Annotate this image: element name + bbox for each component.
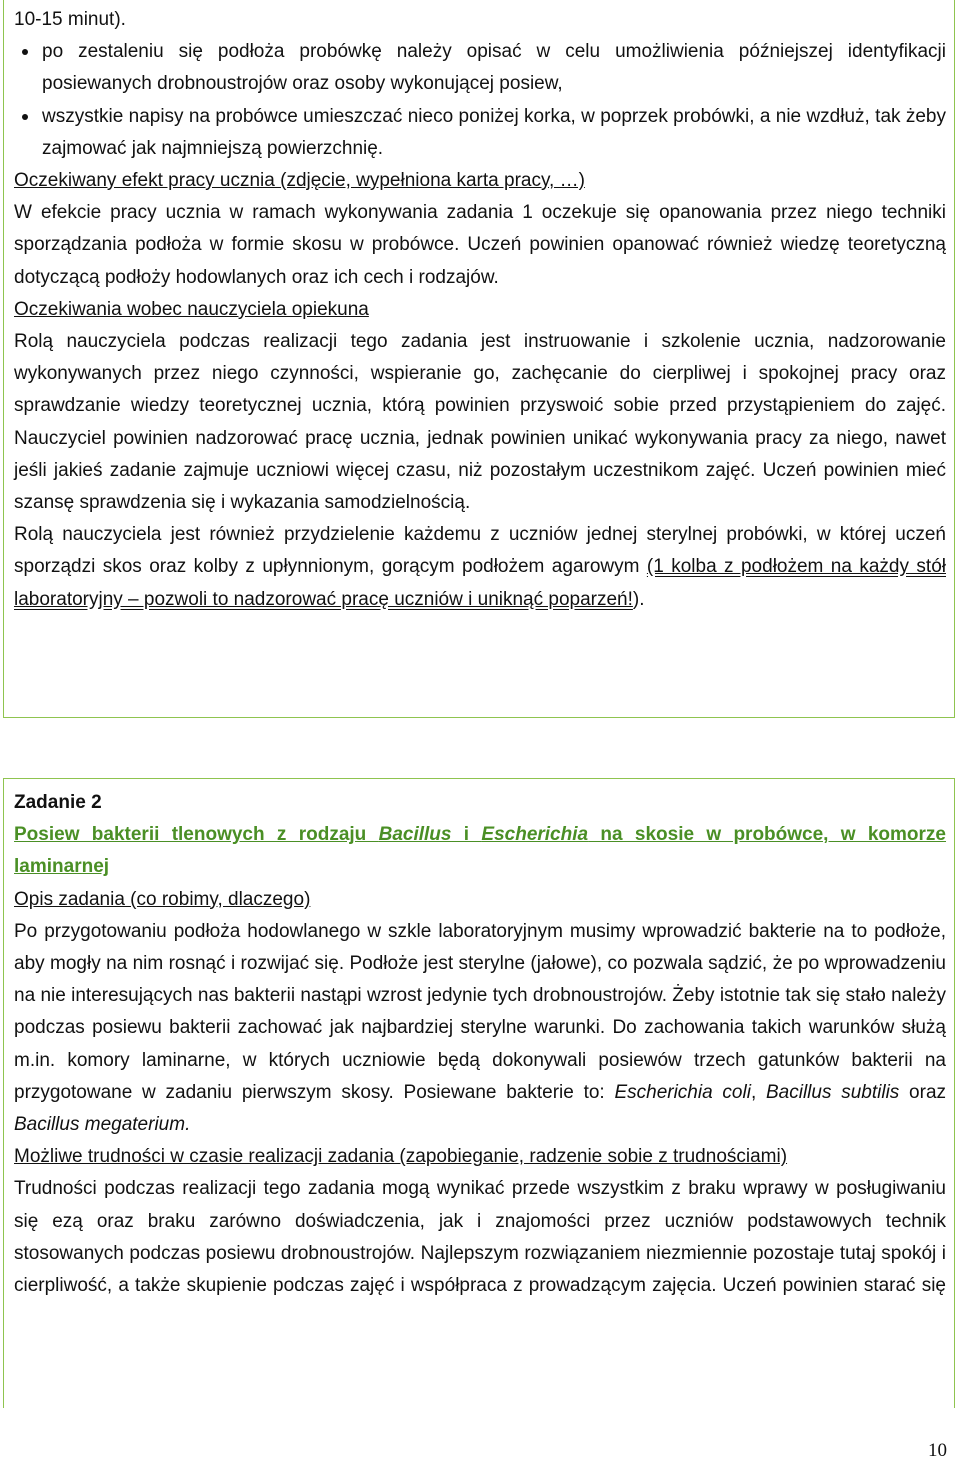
- list-item: wszystkie napisy na probówce umieszczać nieco poniżej korka, w poprzek probówki, a nie wzdłuż, tak żeby zajmować jak najmniejszą powierzchnię.: [42, 101, 946, 165]
- difficulties-heading: Możliwe trudności w czasie realizacji zadania (zapobieganie, radzenie sobie z trudnościami): [14, 1146, 788, 1168]
- page-number: 10: [928, 1440, 947, 1461]
- teacher-heading: Oczekiwania wobec nauczyciela opiekuna: [14, 298, 369, 320]
- bullet-list: [14, 36, 946, 165]
- desc-text: Po przygotowaniu podłoża hodowlanego w szkle laboratoryjnym musimy wprowadzić bakterie na to podłoże, aby mogły na nim rosnąć i rozwijać się. Podłoże jest sterylne (jałowe), co pozwala sądzić, że po wprowadzeniu na nie interesujących nas bakterii nastąpi wzrost jedynie tych drobnoustrojów. Żeby istotnie tak się stało należy podczas posiewu bakterii zachować jak najbardziej sterylne warunki. Do zachowania takich warunków służą m.in. komory laminarne, w których uczniowie będą dokonywali posiewów trzech gatunków bakterii na przygotowane w zadaniu pierwszym skosy. Posiewane bakterie to:: [14, 920, 946, 1103]
- intro-line: 10-15 minut).: [14, 9, 126, 30]
- section-frame-2: [3, 778, 955, 1408]
- teacher-note: (1 kolba z podłożem na każdy stół laboratoryjny – pozwoli to nadzorować pracę uczniów i uniknąć poparzeń!: [14, 556, 946, 610]
- desc-heading: Opis zadania (co robimy, dlaczego): [14, 888, 311, 910]
- task-title-part1: Posiew bakterii tlenowych z rodzaju: [14, 824, 379, 846]
- difficulties-paragraph: Trudności podczas realizacji tego zadania mogą wynikać przede wszystkim z braku wprawy w posługiwaniu się ezą oraz braku zarówno doświadczenia, jak i znajomości przez uczniów podstawowych technik stosowanych podczas posiewu drobnoustrojów. Najlepszym rozwiązaniem niezmiennie pozostaje tutaj spokój i cierpliwość, a także skupienie podczas zajęć i współpraca z prowadzącym zajęcia. Uczeń powinien starać się: [14, 1178, 946, 1297]
- task-title: [14, 819, 946, 883]
- separator: oraz: [899, 1081, 947, 1103]
- task-title-bacillus: Bacillus: [378, 824, 452, 846]
- task-label: Zadanie 2: [14, 792, 102, 813]
- effect-paragraph: W efekcie pracy ucznia w ramach wykonywania zadania 1 oczekuje się opanowania przez niego techniki sporządzania podłoża w formie skosu w probówce. Uczeń powinien opanować również wiedzę teoretyczną dotyczącą podłoży hodowlanych oraz ich cech i rodzajów.: [14, 202, 946, 288]
- species-2: Bacillus subtilis: [765, 1081, 900, 1103]
- section-frame-1: [3, 0, 955, 718]
- separator: ,: [750, 1081, 766, 1103]
- task-title-and: i: [451, 824, 482, 846]
- task-title-part2: na skosie w probówce, w komorze laminarnej: [14, 824, 947, 878]
- teacher-paragraph-2: [14, 519, 946, 616]
- section-2-content: [14, 787, 946, 1302]
- effect-heading: Oczekiwany efekt pracy ucznia (zdjęcie, wypełniona karta pracy, …): [14, 170, 585, 192]
- teacher-paragraph: Rolą nauczyciela podczas realizacji tego zadania jest instruowanie i szkolenie ucznia, nadzorowanie wykonywanych przez niego czynności, wspieranie go, zachęcanie do cierpliwej i spokojnej pracy oraz sprawdzanie wiedzy teoretycznej ucznia, którą powinien przyswoić sobie przed przystąpieniem do zajęć. Nauczyciel powinien nadzorować pracę ucznia, jednak powinien unikać wykonywania pracy za niego, nawet jeśli jakieś zadanie zajmuje uczniowi więcej czasu, niż pozostałym uczestnikom zajęć. Uczeń powinien mieć szansę sprawdzenia się i wykazania samodzielnością.: [14, 331, 946, 514]
- section-1-content: [14, 4, 946, 616]
- teacher-note-end: ).: [632, 588, 645, 610]
- desc-paragraph: [14, 916, 946, 1141]
- list-item: po zestaleniu się podłoża probówkę należy opisać w celu umożliwienia późniejszej identyfikacji posiewanych drobnoustrojów oraz osoby wykonującej posiew,: [42, 36, 946, 100]
- species-1: Escherichia coli: [614, 1081, 751, 1103]
- species-3: Bacillus megaterium.: [14, 1114, 191, 1136]
- task-title-escherichia: Escherichia: [481, 824, 589, 846]
- teacher-paragraph-2-text: Rolą nauczyciela jest również przydzielenie każdemu z uczniów jednej sterylnej probówki, w której uczeń sporządzi skos oraz kolby z upłynnionym, gorącym podłożem agarowym: [14, 524, 946, 578]
